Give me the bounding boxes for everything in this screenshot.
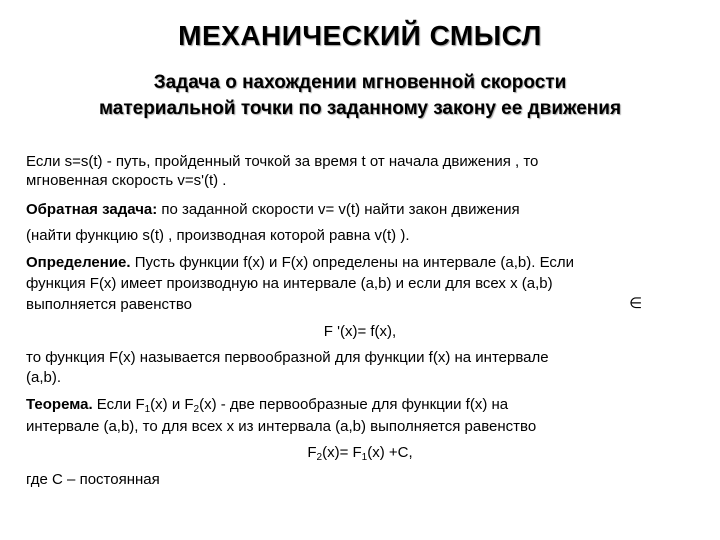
theorem-subscript-1: 1 — [144, 404, 151, 415]
inverse-problem-line-1 — [26, 200, 520, 219]
definition-line-1 — [26, 253, 574, 272]
inverse-problem-text: по заданной скорости v= v(t) найти закон движения — [157, 201, 520, 218]
subtitle-line-1: Задача о нахождении мгновенной скорости — [153, 72, 567, 93]
definition-line-3: выполняется равенство — [26, 296, 193, 313]
paragraph-1-line-1: Если s=s(t) - путь, пройденный точкой за время t от начала движения , то — [26, 153, 539, 170]
formula2-part-a: F — [307, 444, 317, 461]
theorem-text-a: Если F — [92, 396, 145, 413]
theorem-line-1 — [26, 395, 508, 414]
theorem-label: Теорема. — [26, 396, 93, 413]
conclusion-line-1: то функция F(x) называется первообразной для функции f(x) на интервале — [26, 349, 549, 366]
element-of-symbol: ∈ — [629, 295, 643, 312]
inverse-problem-label: Обратная задача: — [26, 201, 158, 218]
theorem-text-c: (x) - две первообразные для функции f(x) на — [199, 396, 509, 413]
conclusion-line-2: (a,b). — [26, 369, 62, 386]
formula2-part-c: (x) +C, — [367, 444, 413, 461]
theorem-subscript-2: 2 — [193, 404, 200, 415]
theorem-text-b: (x) и F — [150, 396, 194, 413]
definition-text: Пусть функции f(x) и F(x) определены на интервале (a,b). Если — [130, 254, 575, 271]
formula2-subscript-b: 1 — [361, 452, 368, 463]
formula2-subscript-a: 2 — [316, 452, 323, 463]
formula-antiderivative: F '(x)= f(x), — [323, 323, 397, 340]
final-line: где C – постоянная — [26, 471, 160, 488]
definition-label: Определение. — [26, 254, 131, 271]
inverse-problem-line-2: (найти функцию s(t) , производная которой равна v(t) ). — [26, 227, 410, 244]
slide-title: МЕХАНИЧЕСКИЙ СМЫСЛ — [178, 20, 542, 51]
formula-constant — [0, 443, 720, 462]
theorem-line-2: интервале (a,b), то для всех x из интервала (a,b) выполняется равенство — [26, 418, 537, 435]
formula2-part-b: (x)= F — [322, 444, 362, 461]
subtitle-line-2: материальной точки по заданному закону ее движения — [98, 98, 622, 119]
definition-line-2: функция F(x) имеет производную на интервале (a,b) и если для всех x (a,b) — [26, 275, 553, 292]
paragraph-1-line-2: мгновенная скорость v=s'(t) . — [26, 172, 227, 189]
